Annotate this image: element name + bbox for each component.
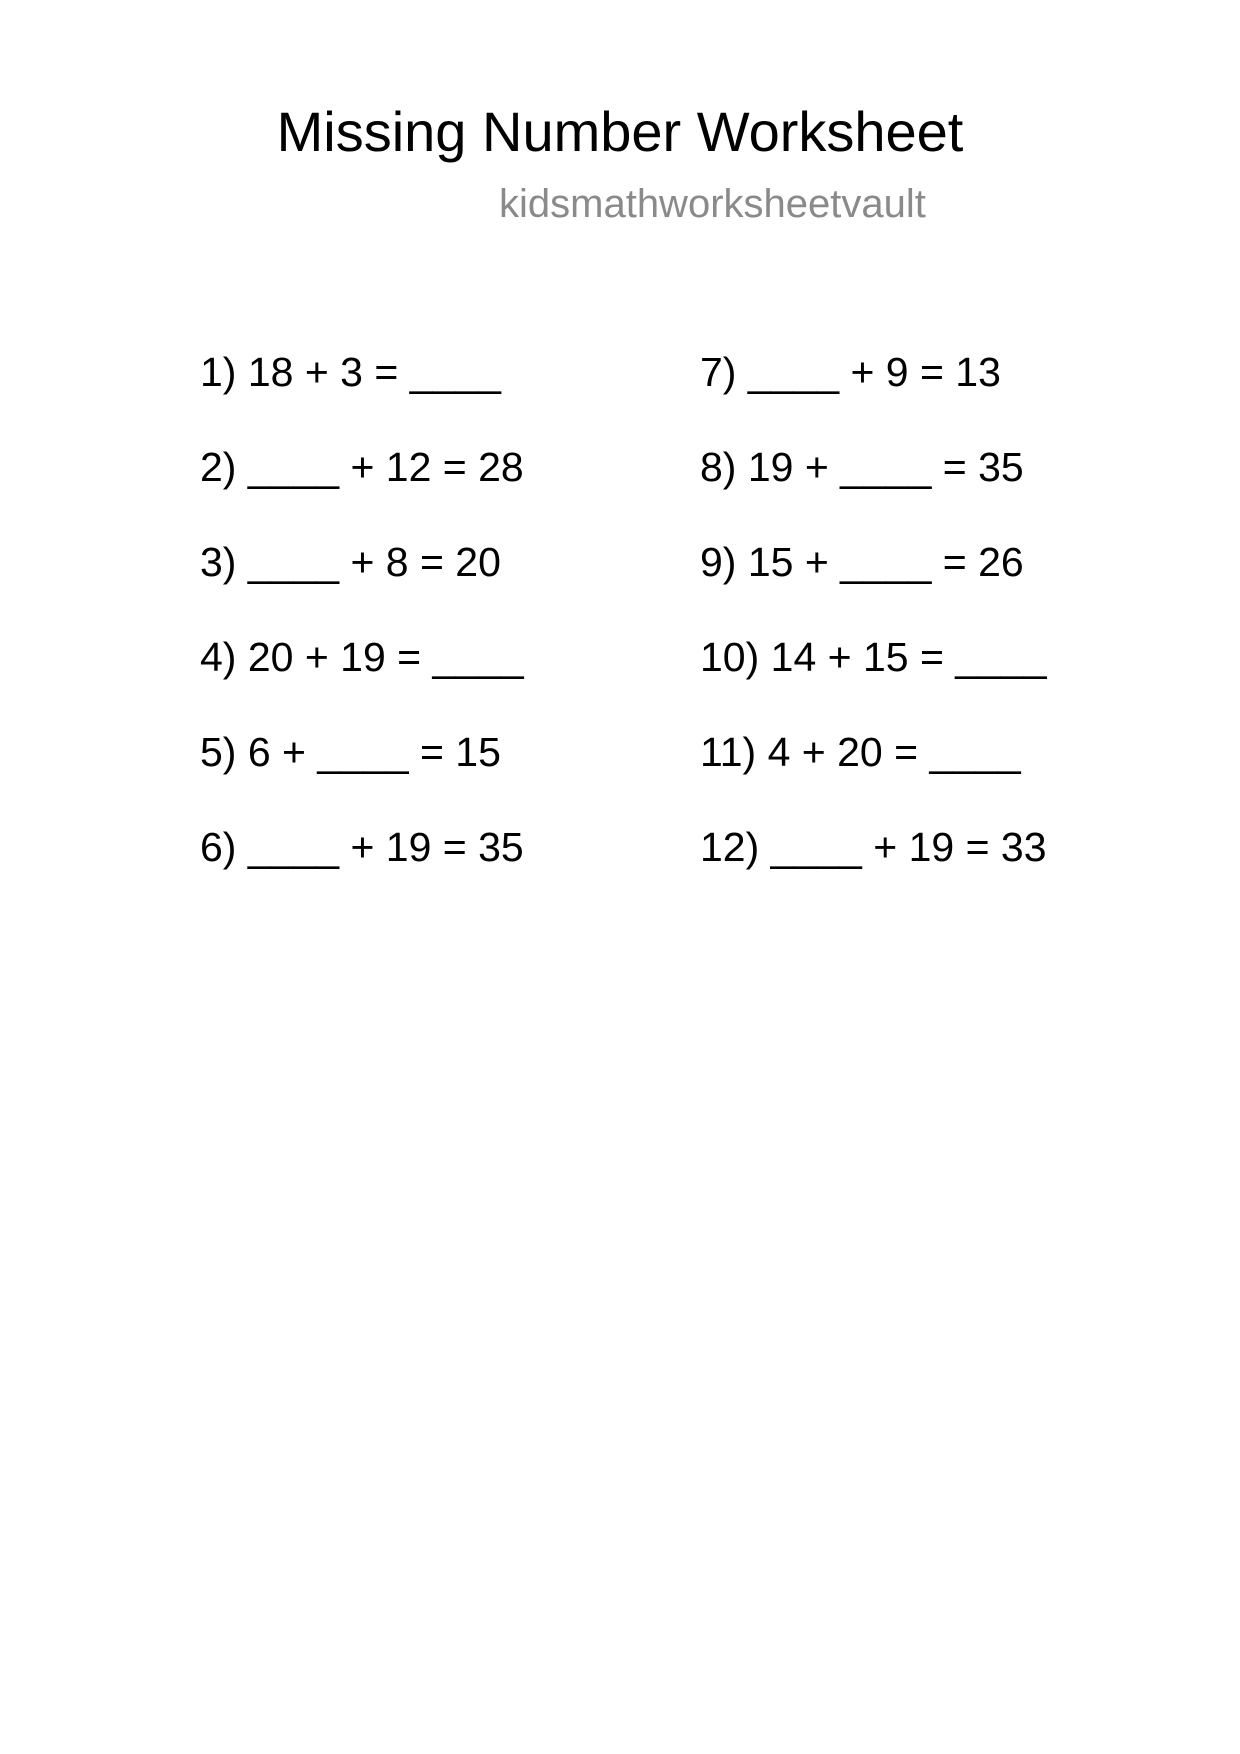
problem-11: 11) 4 + 20 = ____ (700, 729, 1021, 775)
problem-7: 7) ____ + 9 = 13 (700, 349, 1001, 395)
problems-column-right (700, 348, 1047, 918)
problem-3: 3) ____ + 8 = 20 (200, 539, 501, 585)
page-subtitle: kidsmathworksheetvault (499, 182, 926, 226)
problem-8: 8) 19 + ____ = 35 (700, 444, 1024, 490)
problem-6: 6) ____ + 19 = 35 (200, 824, 524, 870)
page-title: Missing Number Worksheet (276, 100, 964, 163)
problem-9: 9) 15 + ____ = 26 (700, 539, 1024, 585)
problem-2: 2) ____ + 12 = 28 (200, 444, 524, 490)
problem-12: 12) ____ + 19 = 33 (700, 824, 1047, 870)
problem-1: 1) 18 + 3 = ____ (200, 349, 501, 395)
problem-5: 5) 6 + ____ = 15 (200, 729, 501, 775)
problems-column-left (200, 348, 524, 918)
problem-10: 10) 14 + 15 = ____ (700, 634, 1047, 680)
problem-4: 4) 20 + 19 = ____ (200, 634, 524, 680)
